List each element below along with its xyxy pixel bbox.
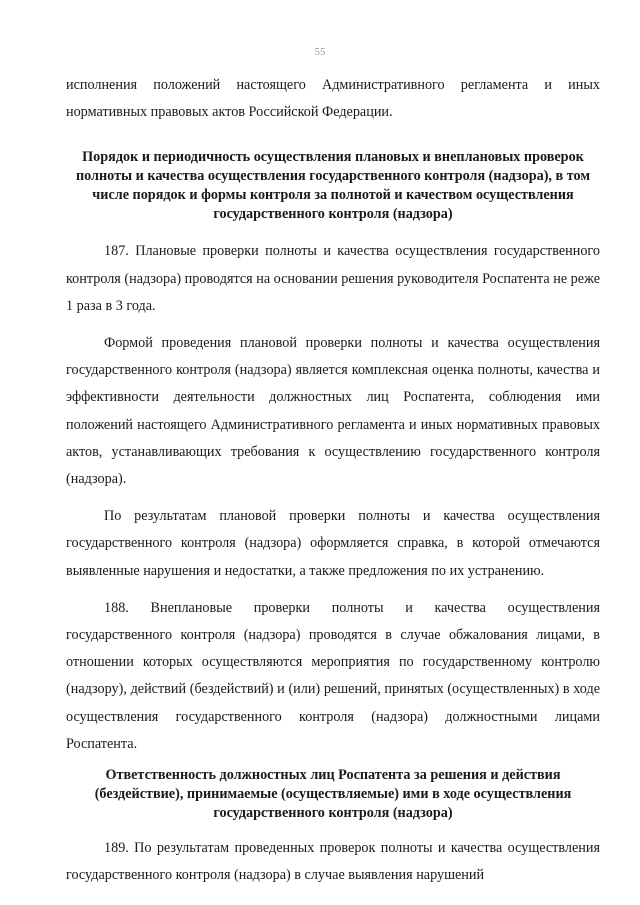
paragraph-continuation: исполнения положений настоящего Административного регламента и иных нормативных правовых актов Российской Федерации.: [66, 77, 600, 121]
page-content: [66, 72, 600, 889]
section-heading-responsibility: Ответственность должностных лиц Роспатента за решения и действия (бездействие), принимаемые (осуществляемые) ими в ходе осуществления государственного контроля (надзора): [94, 767, 572, 822]
paragraph-187-form: Формой проведения плановой проверки полноты и качества осуществления государственного контроля (надзора) является комплексная оценка полноты, качества и эффективности деятельности должностных лиц Роспатента, соблюдения ими положений настоящего Административного регламента и иных нормативных правовых актов, устанавливающих требования к осуществлению государственного контроля (надзора).: [66, 335, 600, 488]
paragraph-189: 189. По результатам проведенных проверок полноты и качества осуществления государственного контроля (надзора) в случае выявления нарушений: [66, 840, 600, 884]
page-number: 55: [314, 46, 326, 58]
paragraph-188: 188. Внеплановые проверки полноты и качества осуществления государственного контроля (надзора) проводятся в случае обжалования лицами, в отношении которых осуществляются мероприятия по государственному контролю (надзору), действий (бездействий) и (или) решений, принятых (осуществленных) в ходе осуществления государственного контроля (надзора) должностными лицами Роспатента.: [66, 599, 600, 752]
section-heading-inspections: Порядок и периодичность осуществления плановых и внеплановых проверок полноты и качества осуществления государственного контроля (надзора), в том числе порядок и формы контроля за полнотой и качеством осуществления государственного контроля (надзора): [75, 149, 591, 223]
paragraph-187-results: По результатам плановой проверки полноты и качества осуществления государственного контроля (надзора) оформляется справка, в которой отмечаются выявленные нарушения и недостатки, а также предложения по их устранению.: [66, 508, 600, 579]
paragraph-187: 187. Плановые проверки полноты и качества осуществления государственного контроля (надзора) проводятся на основании решения руководителя Роспатента не реже 1 раза в 3 года.: [66, 243, 600, 314]
